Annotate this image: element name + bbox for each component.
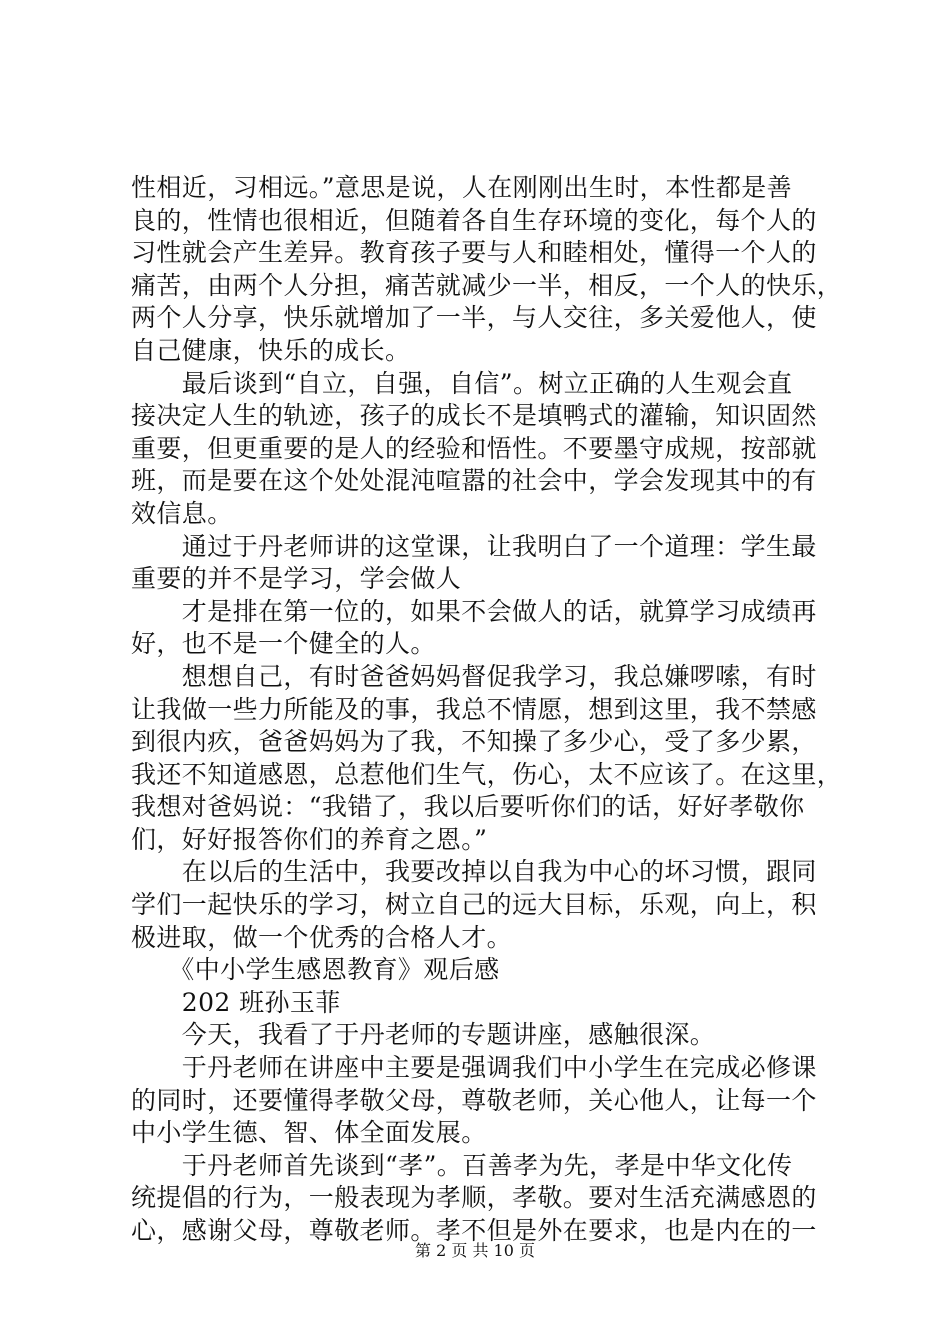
text-line: 心，感谢父母，尊敬老师。孝不但是外在要求，也是内在的一 (131, 1216, 817, 1245)
text-line: 于丹老师在讲座中主要是强调我们中小学生在完成必修课 (131, 1053, 817, 1083)
text-line: 重要的并不是学习，学会做人 (131, 564, 462, 594)
text-line: 习性就会产生差异。教育孩子要与人和睦相处，懂得一个人的 (131, 238, 817, 268)
text-line: 最后谈到“自立，自强，自信”。树立正确的人生观会直 (131, 368, 793, 398)
page-number-footer: 第 2 页 共 10 页 (415, 1241, 535, 1260)
text-line: 良的，性情也很相近，但随着各自生存环境的变化，每个人的 (131, 205, 817, 235)
text-line: 极进取，做一个优秀的合格人才。 (131, 922, 513, 952)
text-line: 让我做一些力所能及的事，我总不情愿，想到这里，我不禁感 (131, 694, 817, 724)
text-line: 中小学生德、智、体全面发展。 (131, 1118, 487, 1148)
text-line: 到很内疚，爸爸妈妈为了我，不知操了多少心，受了多少累， (131, 727, 817, 757)
text-line: 今天，我看了于丹老师的专题讲座，感触很深。 (131, 1020, 716, 1050)
text-line: 的同时，还要懂得孝敬父母，尊敬老师，关心他人，让每一个 (131, 1085, 817, 1115)
text-line: 在以后的生活中，我要改掉以自我为中心的坏习惯，跟同 (131, 857, 817, 887)
text-line: 学们一起快乐的学习，树立自己的远大目标，乐观，向上，积 (131, 890, 817, 920)
text-line: 效信息。 (131, 498, 233, 528)
text-line: 两个人分享，快乐就增加了一半，与人交往，多关爱他人，使 (131, 303, 817, 333)
text-line: 好，也不是一个健全的人。 (131, 629, 436, 659)
text-line: 们，好好报答你们的养育之恩。” (131, 824, 488, 854)
author-line: 202 班孙玉菲 (131, 987, 341, 1017)
text-line: 接决定人生的轨迹，孩子的成长不是填鸭式的灌输，知识固然 (131, 401, 817, 431)
section-title: 《中小学生感恩教育》观后感 (131, 955, 500, 985)
text-line: 于丹老师首先谈到“孝”。百善孝为先，孝是中华文化传 (131, 1150, 793, 1180)
text-line: 统提倡的行为，一般表现为孝顺，孝敬。要对生活充满感恩的 (131, 1183, 817, 1213)
text-line: 痛苦，由两个人分担，痛苦就减少一半，相反，一个人的快乐， (131, 270, 843, 300)
text-line: 班，而是要在这个处处混沌喧嚣的社会中，学会发现其中的有 (131, 466, 817, 496)
text-line: 通过于丹老师讲的这堂课，让我明白了一个道理：学生最 (131, 531, 817, 561)
text-line: 性相近，习相远。”意思是说，人在刚刚出生时，本性都是善 (131, 173, 793, 202)
text-line: 才是排在第一位的，如果不会做人的话，就算学习成绩再 (131, 596, 817, 626)
text-line: 想想自己，有时爸爸妈妈督促我学习，我总嫌啰嗦，有时 (131, 661, 817, 691)
text-line: 自己健康，快乐的成长。 (131, 335, 411, 365)
text-line: 我想对爸妈说：“我错了，我以后要听你们的话，好好孝敬你 (131, 792, 805, 822)
text-line: 重要，但更重要的是人的经验和悟性。不要墨守成规，按部就 (131, 433, 817, 463)
text-line: 我还不知道感恩，总惹他们生气，伤心，太不应该了。在这里， (131, 759, 843, 789)
body-text (131, 172, 843, 1248)
